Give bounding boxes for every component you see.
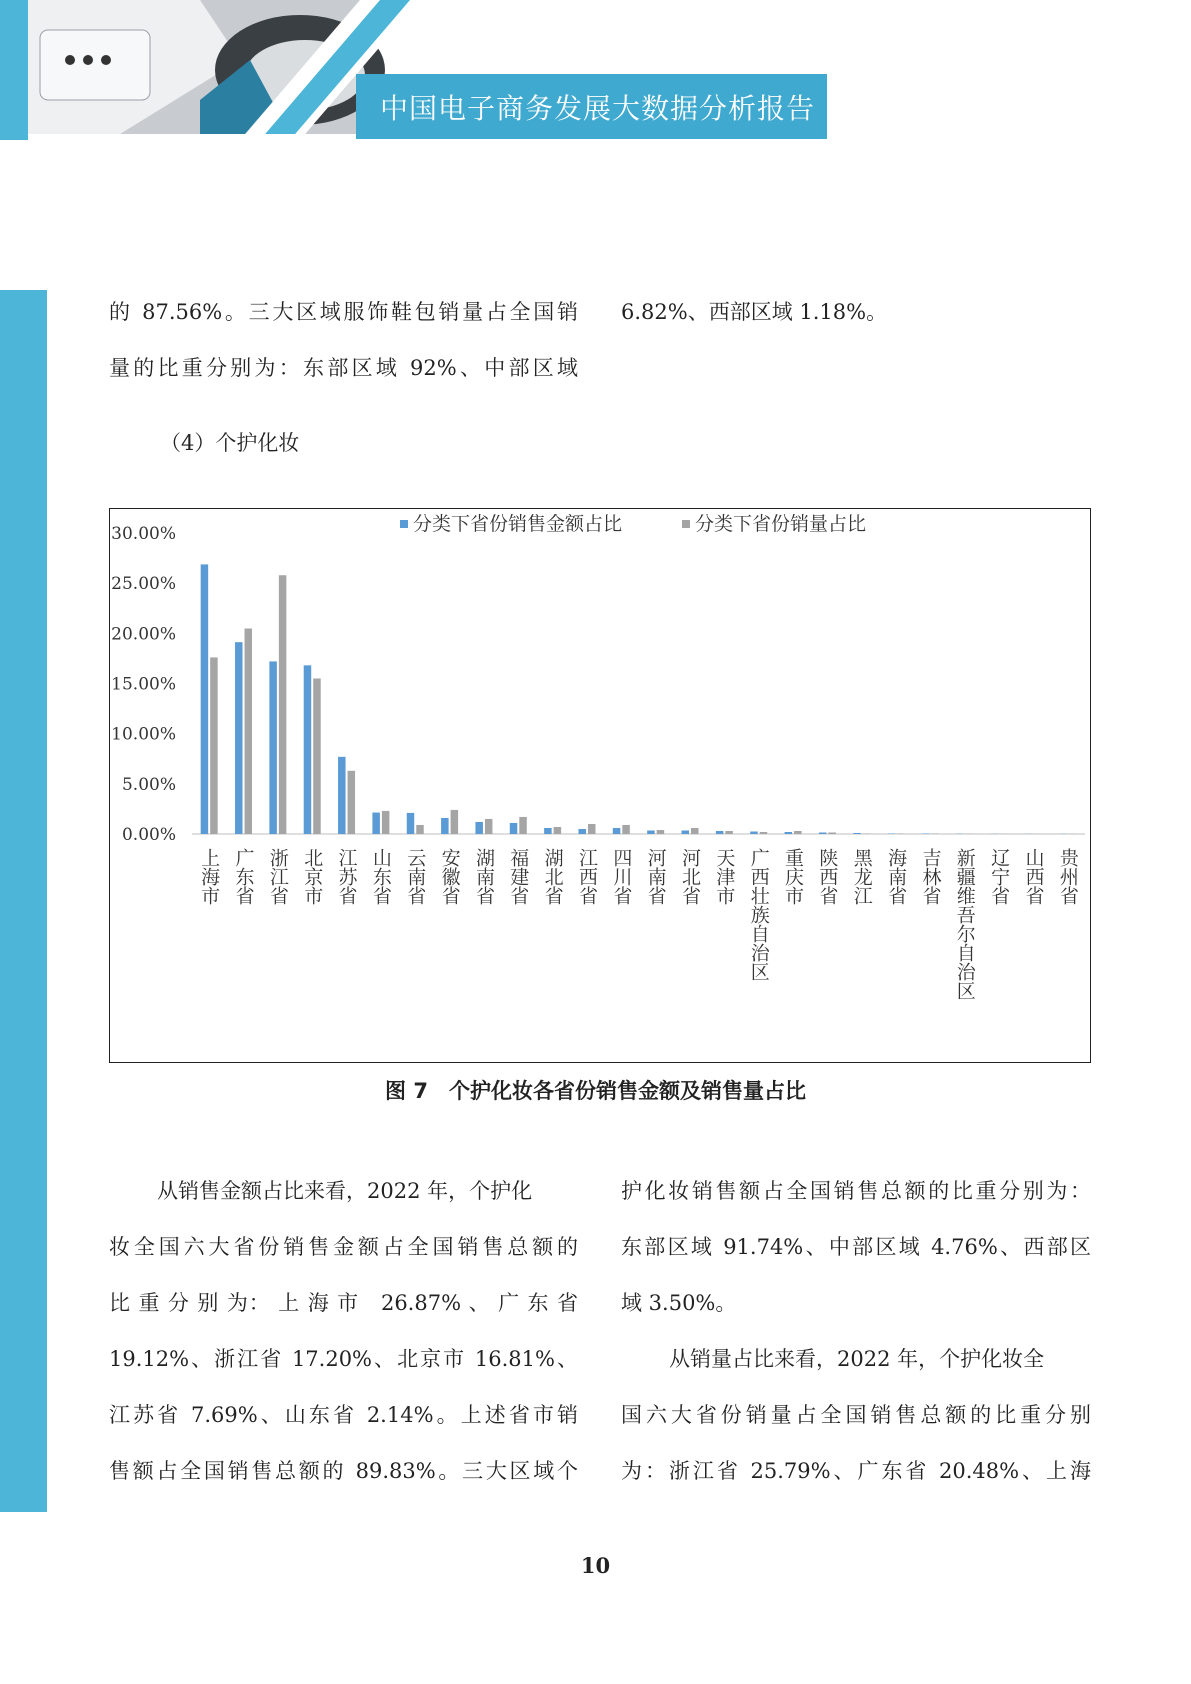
bar	[338, 757, 346, 834]
x-category-label: 吉林省	[919, 848, 942, 905]
y-tick-label: 25.00%	[111, 574, 176, 595]
legend-swatch	[682, 520, 690, 528]
bottom-right-paragraph	[621, 1163, 1091, 1499]
text-line: 19.12%、浙江省 17.20%、北京市 16.81%、	[109, 1347, 578, 1371]
bar	[382, 811, 390, 834]
report-title-banner	[356, 74, 827, 139]
bar	[544, 828, 552, 834]
legend-swatch	[400, 520, 408, 528]
x-category-label: 新疆维吾尔自治区	[953, 848, 976, 1000]
bar-chart	[110, 509, 1092, 1064]
x-category-label: 四川省	[610, 848, 633, 905]
x-category-label: 浙江省	[266, 848, 289, 905]
x-category-label: 江苏省	[335, 848, 358, 905]
page-number: 10	[580, 1553, 611, 1578]
top-right-paragraph	[621, 284, 1091, 340]
text-line: 6.82%、西部区域 1.18%。	[621, 300, 888, 324]
bar	[853, 833, 861, 834]
text-line: 量的比重分别为：东部区域 92%、中部区域	[109, 356, 578, 380]
bar	[519, 817, 527, 834]
bar	[416, 825, 424, 834]
y-tick-label: 10.00%	[111, 724, 176, 745]
x-category-label: 陕西省	[816, 848, 839, 905]
bar	[819, 832, 827, 834]
bar	[279, 575, 287, 834]
bar	[485, 819, 493, 834]
text-line: 江苏省 7.69%、山东省 2.14%。上述省市销	[109, 1403, 578, 1427]
x-category-label: 湖南省	[472, 848, 495, 905]
figure-caption: 图 7 个护化妆各省份销售金额及销售量占比	[385, 1079, 806, 1103]
bar	[510, 823, 518, 834]
bar	[622, 825, 630, 834]
bar	[210, 657, 218, 834]
report-title: 中国电子商务发展大数据分析报告	[380, 91, 816, 125]
bar	[304, 665, 312, 834]
x-category-label: 云南省	[404, 848, 427, 905]
y-tick-label: 30.00%	[111, 524, 176, 544]
bar	[682, 830, 690, 834]
bar	[794, 831, 802, 834]
bar	[245, 629, 253, 834]
x-category-label: 安徽省	[438, 848, 461, 905]
bar	[441, 818, 449, 834]
text-line: 国六大省份销量占全国销售总额的比重分别	[621, 1403, 1091, 1427]
bar	[475, 822, 483, 834]
text-line: 护化妆销售额占全国销售总额的比重分别为：	[621, 1179, 1091, 1203]
legend-label: 分类下省份销量占比	[695, 513, 867, 535]
text-line: 比 重 分 别 为： 上 海 市 26.87% 、 广 东 省	[109, 1291, 578, 1315]
bar	[897, 833, 905, 834]
bar	[828, 832, 836, 834]
bar	[647, 830, 655, 834]
text-line: 从销售金额占比来看，2022 年，个护化	[157, 1179, 533, 1203]
x-category-label: 河南省	[644, 848, 667, 905]
bar	[348, 771, 356, 834]
x-category-label: 山东省	[369, 848, 392, 905]
bar	[922, 833, 930, 834]
x-category-label: 广西壮族自治区	[747, 848, 770, 981]
text-line: 妆全国六大省份销售金额占全国销售总额的	[109, 1235, 578, 1259]
text-line: 售额占全国销售总额的 89.83%。三大区域个	[109, 1459, 578, 1483]
x-category-label: 福建省	[507, 848, 530, 905]
bar	[863, 833, 871, 834]
x-category-label: 辽宁省	[988, 848, 1011, 905]
bar	[554, 827, 562, 834]
bar	[691, 828, 699, 834]
bar	[451, 810, 459, 834]
bar	[407, 813, 415, 834]
legend-label: 分类下省份销售金额占比	[413, 513, 623, 535]
text-line: 的 87.56%。三大区域服饰鞋包销量占全国销	[109, 300, 578, 324]
x-category-label: 黑龙江	[850, 848, 873, 905]
x-category-label: 山西省	[1022, 848, 1045, 905]
text-line: 从销量占比来看，2022 年，个护化妆全	[669, 1347, 1045, 1371]
bar	[716, 831, 724, 834]
bar	[313, 678, 321, 834]
top-left-paragraph	[109, 284, 578, 396]
bar	[657, 830, 665, 834]
x-category-label: 重庆市	[782, 848, 805, 905]
bar	[888, 833, 896, 834]
bar	[578, 829, 586, 834]
x-category-label: 北京市	[301, 848, 324, 905]
x-category-label: 江西省	[575, 848, 598, 905]
y-tick-label: 0.00%	[121, 825, 176, 845]
bar	[760, 832, 768, 834]
bar	[785, 832, 793, 834]
y-tick-label: 15.00%	[111, 674, 176, 695]
x-category-label: 海南省	[885, 848, 908, 905]
bar	[235, 642, 243, 834]
x-category-label: 广东省	[232, 848, 255, 905]
bar	[725, 831, 733, 834]
x-category-label: 贵州省	[1056, 848, 1079, 905]
section-heading: （4）个护化妆	[160, 431, 300, 455]
bar	[613, 828, 621, 834]
bar	[931, 833, 939, 834]
y-tick-label: 5.00%	[121, 774, 176, 795]
x-category-label: 湖北省	[541, 848, 564, 905]
bar	[269, 661, 277, 834]
chart-frame	[109, 508, 1091, 1063]
text-line: 为：浙江省 25.79%、广东省 20.48%、上海	[621, 1459, 1091, 1483]
bar	[372, 813, 380, 834]
bar	[588, 824, 596, 834]
x-category-label: 天津市	[713, 848, 736, 905]
bottom-left-paragraph	[109, 1163, 578, 1499]
bar	[750, 831, 758, 834]
x-category-label: 河北省	[679, 848, 702, 905]
y-tick-label: 20.00%	[111, 624, 176, 645]
text-line: 东部区域 91.74%、中部区域 4.76%、西部区	[621, 1235, 1091, 1259]
bar	[201, 564, 209, 834]
side-accent-bar	[0, 290, 47, 1512]
text-line: 域 3.50%。	[621, 1291, 737, 1315]
x-category-label: 上海市	[198, 848, 221, 905]
